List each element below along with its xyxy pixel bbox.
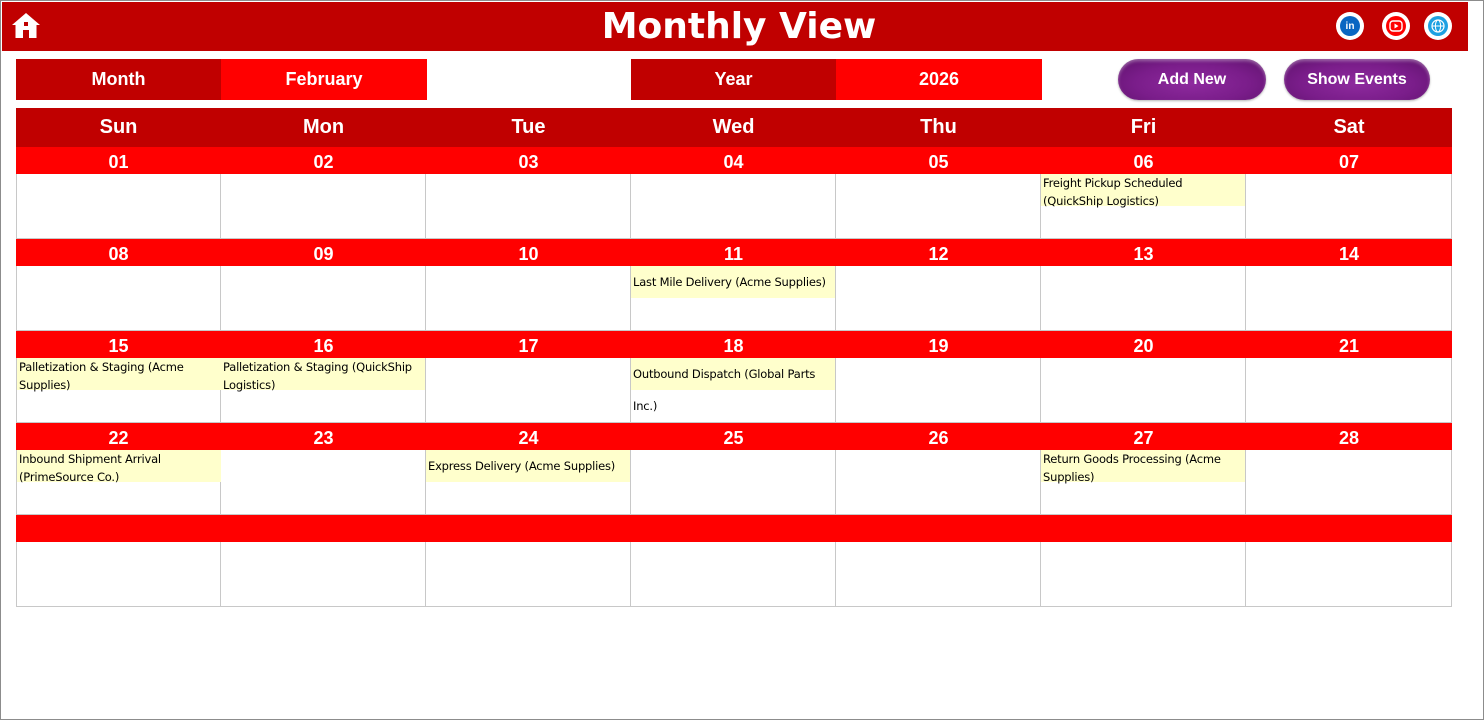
day-cell[interactable] — [836, 542, 1041, 607]
day-number — [631, 515, 836, 542]
day-number: 25 — [723, 428, 744, 448]
day-number: 21 — [1338, 336, 1360, 356]
day-number: 14 — [1338, 244, 1360, 264]
day-cell[interactable] — [1246, 450, 1452, 515]
month-value[interactable]: February — [221, 59, 427, 100]
day-cell[interactable] — [221, 266, 426, 331]
day-number — [221, 515, 426, 542]
day-number: 23 — [313, 428, 334, 448]
day-number — [836, 515, 1041, 542]
day-number: 10 — [518, 244, 539, 264]
day-cell[interactable] — [16, 450, 221, 515]
day-number — [1041, 515, 1246, 542]
day-cell[interactable] — [631, 542, 836, 607]
week-event-row — [16, 174, 1452, 239]
day-cell[interactable] — [221, 358, 426, 423]
day-cell[interactable] — [631, 358, 836, 423]
week-number-row — [16, 331, 1452, 358]
day-number: 02 — [313, 152, 334, 172]
day-number: 08 — [108, 244, 129, 264]
day-number: 05 — [928, 152, 949, 172]
day-cell[interactable] — [1041, 450, 1246, 515]
day-number: 17 — [518, 336, 539, 356]
weekday-fri: Fri — [1130, 116, 1157, 138]
day-cell[interactable] — [1041, 542, 1246, 607]
day-cell[interactable] — [16, 358, 221, 423]
year-value[interactable]: 2026 — [836, 59, 1042, 100]
day-cell[interactable] — [631, 266, 836, 331]
day-cell[interactable] — [16, 174, 221, 239]
day-number: 19 — [928, 336, 949, 356]
day-number: 01 — [108, 152, 129, 172]
year-selector — [631, 59, 1042, 100]
day-number: 28 — [1338, 428, 1360, 448]
day-number: 03 — [518, 152, 539, 172]
add-new-button[interactable]: Add New — [1118, 59, 1266, 100]
day-number: 16 — [313, 336, 334, 356]
day-cell[interactable] — [631, 450, 836, 515]
day-cell[interactable] — [836, 450, 1041, 515]
event-entry[interactable]: Palletization & Staging (Acme Supplies) — [17, 358, 221, 390]
day-number: 15 — [108, 336, 129, 356]
weekday-mon: Mon — [302, 116, 345, 138]
event-entry[interactable]: Inbound Shipment Arrival (PrimeSource Co.) — [17, 450, 221, 482]
day-number — [1246, 515, 1452, 542]
day-number: 06 — [1133, 152, 1154, 172]
month-label: Month — [16, 59, 221, 100]
day-number — [426, 515, 631, 542]
day-number: 09 — [313, 244, 334, 264]
event-entry[interactable]: Return Goods Processing (Acme Supplies) — [1041, 450, 1245, 482]
weekday-sat: Sat — [1333, 116, 1365, 138]
day-cell[interactable] — [1041, 266, 1246, 331]
day-number: 07 — [1338, 152, 1360, 172]
day-cell[interactable] — [426, 174, 631, 239]
day-cell[interactable] — [1246, 358, 1452, 423]
weekday-tue: Tue — [511, 116, 546, 138]
week-number-row — [16, 423, 1452, 450]
day-number: 22 — [108, 428, 129, 448]
day-cell[interactable] — [1246, 542, 1452, 607]
day-cell[interactable] — [1041, 174, 1246, 239]
day-cell[interactable] — [426, 450, 631, 515]
day-cell[interactable] — [221, 542, 426, 607]
day-cell[interactable] — [426, 266, 631, 331]
week-event-row — [16, 450, 1452, 515]
weekday-header — [16, 108, 1452, 147]
show-events-button[interactable]: Show Events — [1284, 59, 1430, 100]
day-cell[interactable] — [631, 174, 836, 239]
day-number: 12 — [928, 244, 949, 264]
calendar-grid — [16, 108, 1452, 607]
week-event-row — [16, 542, 1452, 607]
day-cell[interactable] — [1041, 358, 1246, 423]
day-cell[interactable] — [426, 542, 631, 607]
day-number: 24 — [518, 428, 539, 448]
youtube-icon[interactable] — [1382, 12, 1410, 40]
day-cell[interactable] — [16, 542, 221, 607]
day-cell[interactable] — [426, 358, 631, 423]
linkedin-icon[interactable]: in — [1336, 12, 1364, 40]
weekday-thu: Thu — [920, 116, 957, 138]
day-number — [16, 515, 221, 542]
event-entry[interactable]: Freight Pickup Scheduled (QuickShip Logistics) — [1041, 174, 1245, 206]
week-number-row — [16, 515, 1452, 542]
page-title: Monthly View — [601, 6, 877, 47]
weekday-wed: Wed — [712, 116, 755, 138]
day-cell[interactable] — [1246, 174, 1452, 239]
day-cell[interactable] — [836, 358, 1041, 423]
weekday-sun: Sun — [99, 116, 138, 138]
day-number: 26 — [928, 428, 949, 448]
event-entry[interactable]: Palletization & Staging (QuickShip Logistics) — [221, 358, 425, 390]
event-entry[interactable]: Outbound Dispatch (Global Parts Inc.) — [631, 358, 835, 390]
week-event-row — [16, 358, 1452, 423]
week-number-row — [16, 147, 1452, 174]
day-cell[interactable] — [221, 174, 426, 239]
event-entry[interactable]: Last Mile Delivery (Acme Supplies) — [631, 266, 835, 298]
week-number-row — [16, 239, 1452, 266]
weeks-container — [16, 147, 1452, 607]
globe-icon[interactable] — [1424, 12, 1452, 40]
day-number: 04 — [723, 152, 744, 172]
day-number: 11 — [723, 244, 744, 264]
day-cell[interactable] — [221, 450, 426, 515]
event-entry[interactable]: Express Delivery (Acme Supplies) — [426, 450, 630, 482]
title-bar — [2, 2, 1468, 51]
year-label: Year — [631, 59, 836, 100]
day-number: 20 — [1133, 336, 1154, 356]
day-number: 13 — [1133, 244, 1154, 264]
day-cell[interactable] — [16, 266, 221, 331]
home-icon[interactable] — [10, 10, 42, 42]
day-cell[interactable] — [836, 266, 1041, 331]
month-selector — [16, 59, 427, 100]
day-cell[interactable] — [836, 174, 1041, 239]
week-event-row — [16, 266, 1452, 331]
day-cell[interactable] — [1246, 266, 1452, 331]
day-number: 18 — [723, 336, 744, 356]
day-number: 27 — [1133, 428, 1154, 448]
